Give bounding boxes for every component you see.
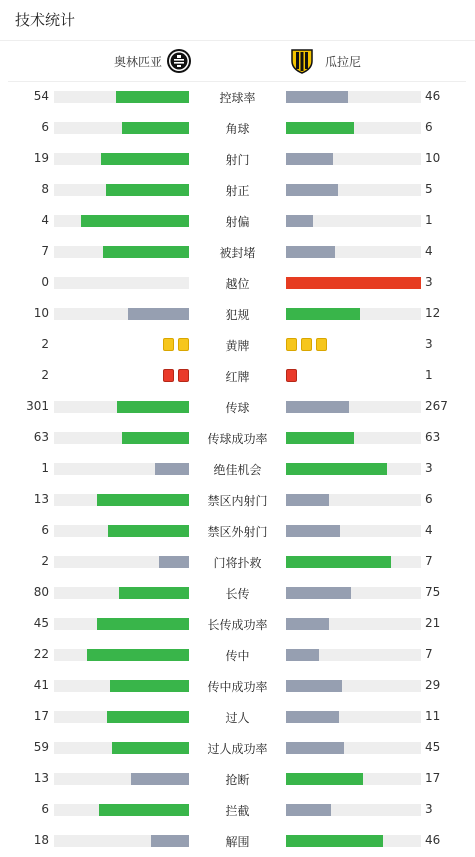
away-stat-bar xyxy=(286,494,329,506)
away-team[interactable] xyxy=(291,47,361,75)
home-stat-track xyxy=(54,184,189,196)
home-stat-track xyxy=(54,649,189,661)
stat-label: 禁区内射门 xyxy=(207,494,268,508)
home-stat-track xyxy=(54,277,189,289)
away-stat-value: 12 xyxy=(425,306,441,320)
stat-label: 过人 xyxy=(225,711,250,725)
away-stat-value: 3 xyxy=(425,802,433,816)
away-stat-value: 1 xyxy=(425,213,433,227)
stat-row xyxy=(0,174,475,205)
away-stat-value: 1 xyxy=(425,368,433,382)
stat-label: 门将扑救 xyxy=(213,556,262,570)
stat-label: 抢断 xyxy=(225,773,250,787)
stat-row xyxy=(0,329,475,360)
home-stat-track xyxy=(54,618,189,630)
home-stat-value: 2 xyxy=(41,554,49,568)
stat-row xyxy=(0,577,475,608)
stat-row xyxy=(0,515,475,546)
away-stat-track xyxy=(286,804,421,816)
home-stat-bar xyxy=(119,587,189,599)
home-team[interactable] xyxy=(114,47,192,75)
away-stat-bar xyxy=(286,680,342,692)
away-stat-value: 267 xyxy=(425,399,448,413)
home-stat-track xyxy=(54,215,189,227)
away-stat-track xyxy=(286,835,421,847)
teams-header xyxy=(8,41,466,82)
stat-row xyxy=(0,236,475,267)
stat-row xyxy=(0,112,475,143)
home-stat-bar xyxy=(97,494,189,506)
away-stat-value: 3 xyxy=(425,461,433,475)
yellow-card-icon xyxy=(316,338,327,351)
stat-label: 控球率 xyxy=(219,91,256,105)
stat-row xyxy=(0,608,475,639)
stat-label: 禁区外射门 xyxy=(207,525,268,539)
home-stat-bar xyxy=(97,618,189,630)
away-stat-value: 21 xyxy=(425,616,441,630)
stat-label: 长传 xyxy=(225,587,250,601)
home-stat-value: 301 xyxy=(26,399,49,413)
home-stat-bar xyxy=(117,401,189,413)
home-stat-value: 13 xyxy=(33,492,49,506)
home-stat-track xyxy=(54,835,189,847)
home-stat-track xyxy=(54,804,189,816)
away-stat-track xyxy=(286,742,421,754)
home-stat-value: 45 xyxy=(33,616,49,630)
stat-row xyxy=(0,639,475,670)
away-stat-value: 3 xyxy=(425,337,433,351)
away-stat-track xyxy=(286,215,421,227)
away-stat-bar xyxy=(286,649,319,661)
home-stat-bar xyxy=(108,525,189,537)
away-team-name: 瓜拉尼 xyxy=(325,54,362,69)
stat-row xyxy=(0,453,475,484)
stat-label: 传球成功率 xyxy=(207,432,268,446)
away-stat-track xyxy=(286,184,421,196)
stat-label: 长传成功率 xyxy=(207,618,268,632)
away-stat-bar xyxy=(286,91,348,103)
stat-row xyxy=(0,763,475,794)
away-stat-bar xyxy=(286,401,349,413)
red-card-icon xyxy=(178,369,189,382)
home-stat-bar xyxy=(87,649,189,661)
away-stat-value: 6 xyxy=(425,120,433,134)
red-card-icon xyxy=(163,369,174,382)
stat-label: 射偏 xyxy=(225,215,250,229)
yellow-card-icon xyxy=(163,338,174,351)
home-stat-bar xyxy=(101,153,189,165)
stat-label: 犯规 xyxy=(225,308,250,322)
home-stat-value: 41 xyxy=(33,678,49,692)
home-stat-bar xyxy=(107,711,189,723)
away-stat-track xyxy=(286,463,421,475)
stat-row xyxy=(0,732,475,763)
away-stat-track xyxy=(286,277,421,289)
home-stat-value: 6 xyxy=(41,120,49,134)
away-stat-value: 10 xyxy=(425,151,441,165)
home-stat-track xyxy=(54,153,189,165)
away-stat-bar xyxy=(286,773,363,785)
away-stat-bar xyxy=(286,525,340,537)
home-stat-value: 10 xyxy=(33,306,49,320)
stat-row xyxy=(0,670,475,701)
home-stat-value: 13 xyxy=(33,771,49,785)
home-stat-bar xyxy=(81,215,189,227)
away-stat-value: 4 xyxy=(425,244,433,258)
home-stat-value: 18 xyxy=(33,833,49,847)
away-stat-track xyxy=(286,649,421,661)
stat-label: 传中成功率 xyxy=(207,680,268,694)
stat-label: 过人成功率 xyxy=(207,742,268,756)
away-stat-track xyxy=(286,308,421,320)
home-stat-track xyxy=(54,432,189,444)
home-red-cards xyxy=(163,369,189,382)
home-stat-value: 19 xyxy=(33,151,49,165)
away-stat-track xyxy=(286,680,421,692)
stat-label: 解围 xyxy=(225,835,250,849)
away-stat-bar xyxy=(286,215,313,227)
home-stat-bar xyxy=(99,804,189,816)
stat-label: 拦截 xyxy=(225,804,250,818)
stat-row xyxy=(0,205,475,236)
yellow-card-icon xyxy=(301,338,312,351)
home-stat-bar xyxy=(122,122,190,134)
home-stat-value: 80 xyxy=(33,585,49,599)
home-stat-track xyxy=(54,556,189,568)
away-stat-track xyxy=(286,246,421,258)
yellow-card-icon xyxy=(286,338,297,351)
away-stat-track xyxy=(286,122,421,134)
home-stat-value: 8 xyxy=(41,182,49,196)
stat-row xyxy=(0,825,475,856)
home-stat-track xyxy=(54,742,189,754)
yellow-card-icon xyxy=(178,338,189,351)
stat-row xyxy=(0,81,475,112)
away-stat-value: 5 xyxy=(425,182,433,196)
away-stat-track xyxy=(286,401,421,413)
stat-label: 射正 xyxy=(225,184,250,198)
home-stat-track xyxy=(54,773,189,785)
home-stat-bar xyxy=(106,184,189,196)
stat-row xyxy=(0,143,475,174)
home-stat-track xyxy=(54,587,189,599)
away-yellow-cards xyxy=(286,338,327,351)
away-stat-track xyxy=(286,525,421,537)
away-stat-track xyxy=(286,432,421,444)
home-team-name: 奥林匹亚 xyxy=(114,54,163,69)
home-stat-track xyxy=(54,494,189,506)
away-stat-bar xyxy=(286,277,421,289)
stat-row xyxy=(0,546,475,577)
home-stat-value: 7 xyxy=(41,244,49,258)
home-stat-value: 54 xyxy=(33,89,49,103)
away-stat-bar xyxy=(286,711,339,723)
away-stat-bar xyxy=(286,122,354,134)
home-stat-value: 1 xyxy=(41,461,49,475)
home-stat-value: 0 xyxy=(41,275,49,289)
stat-row xyxy=(0,422,475,453)
red-card-icon xyxy=(286,369,297,382)
home-stat-bar xyxy=(112,742,189,754)
away-stat-track xyxy=(286,711,421,723)
away-stat-bar xyxy=(286,432,354,444)
away-stat-value: 7 xyxy=(425,647,433,661)
away-stat-value: 75 xyxy=(425,585,441,599)
away-stat-bar xyxy=(286,184,338,196)
page-title: 技术统计 xyxy=(15,11,76,29)
stat-label: 传球 xyxy=(225,401,250,415)
away-stat-track xyxy=(286,587,421,599)
home-stat-value: 6 xyxy=(41,802,49,816)
stat-row xyxy=(0,267,475,298)
home-stat-value: 59 xyxy=(33,740,49,754)
home-stat-track xyxy=(54,91,189,103)
home-stat-bar xyxy=(116,91,189,103)
stat-label: 传中 xyxy=(225,649,250,663)
stat-label: 红牌 xyxy=(225,370,250,384)
away-red-cards xyxy=(286,369,297,382)
away-stat-value: 6 xyxy=(425,492,433,506)
home-stat-track xyxy=(54,463,189,475)
away-stat-bar xyxy=(286,153,333,165)
stat-label: 射门 xyxy=(225,153,250,167)
away-stat-value: 17 xyxy=(425,771,441,785)
away-stat-value: 11 xyxy=(425,709,441,723)
stat-label: 绝佳机会 xyxy=(213,463,262,477)
away-stat-value: 45 xyxy=(425,740,441,754)
home-stat-bar xyxy=(128,308,189,320)
home-stat-track xyxy=(54,525,189,537)
stat-row xyxy=(0,484,475,515)
olimpia-crest-icon xyxy=(166,48,192,74)
home-stat-value: 2 xyxy=(41,337,49,351)
home-stat-track xyxy=(54,680,189,692)
away-stat-bar xyxy=(286,804,331,816)
home-stat-value: 2 xyxy=(41,368,49,382)
away-stat-track xyxy=(286,153,421,165)
stat-label: 越位 xyxy=(225,277,250,291)
stat-row xyxy=(0,701,475,732)
home-stat-track xyxy=(54,122,189,134)
away-stat-value: 7 xyxy=(425,554,433,568)
guarani-crest-icon xyxy=(291,48,317,74)
home-stat-track xyxy=(54,711,189,723)
away-stat-track xyxy=(286,773,421,785)
away-stat-value: 29 xyxy=(425,678,441,692)
away-stat-bar xyxy=(286,246,335,258)
away-stat-bar xyxy=(286,587,351,599)
stat-label: 被封堵 xyxy=(219,246,256,260)
home-stat-bar xyxy=(159,556,189,568)
stats-list xyxy=(0,81,475,856)
home-stat-bar xyxy=(103,246,189,258)
home-stat-value: 6 xyxy=(41,523,49,537)
away-stat-track xyxy=(286,91,421,103)
home-stat-track xyxy=(54,246,189,258)
away-stat-value: 63 xyxy=(425,430,441,444)
away-stat-track xyxy=(286,618,421,630)
home-stat-bar xyxy=(122,432,190,444)
away-stat-value: 3 xyxy=(425,275,433,289)
home-stat-value: 4 xyxy=(41,213,49,227)
home-yellow-cards xyxy=(163,338,189,351)
away-stat-bar xyxy=(286,835,383,847)
away-stat-value: 4 xyxy=(425,523,433,537)
home-stat-track xyxy=(54,308,189,320)
home-stat-value: 22 xyxy=(33,647,49,661)
away-stat-bar xyxy=(286,463,387,475)
home-stat-bar xyxy=(110,680,189,692)
away-stat-value: 46 xyxy=(425,89,441,103)
away-stat-bar xyxy=(286,742,344,754)
away-stat-track xyxy=(286,494,421,506)
stat-row xyxy=(0,391,475,422)
away-stat-value: 46 xyxy=(425,833,441,847)
stat-row xyxy=(0,794,475,825)
away-stat-bar xyxy=(286,618,329,630)
stat-row xyxy=(0,298,475,329)
home-stat-bar xyxy=(151,835,189,847)
away-stat-track xyxy=(286,556,421,568)
stat-label: 黄牌 xyxy=(225,339,250,353)
home-stat-track xyxy=(54,401,189,413)
home-stat-value: 63 xyxy=(33,430,49,444)
away-stat-bar xyxy=(286,308,360,320)
home-stat-bar xyxy=(131,773,190,785)
stat-label: 角球 xyxy=(225,122,250,136)
home-stat-bar xyxy=(155,463,189,475)
home-stat-value: 17 xyxy=(33,709,49,723)
stat-row xyxy=(0,360,475,391)
away-stat-bar xyxy=(286,556,391,568)
